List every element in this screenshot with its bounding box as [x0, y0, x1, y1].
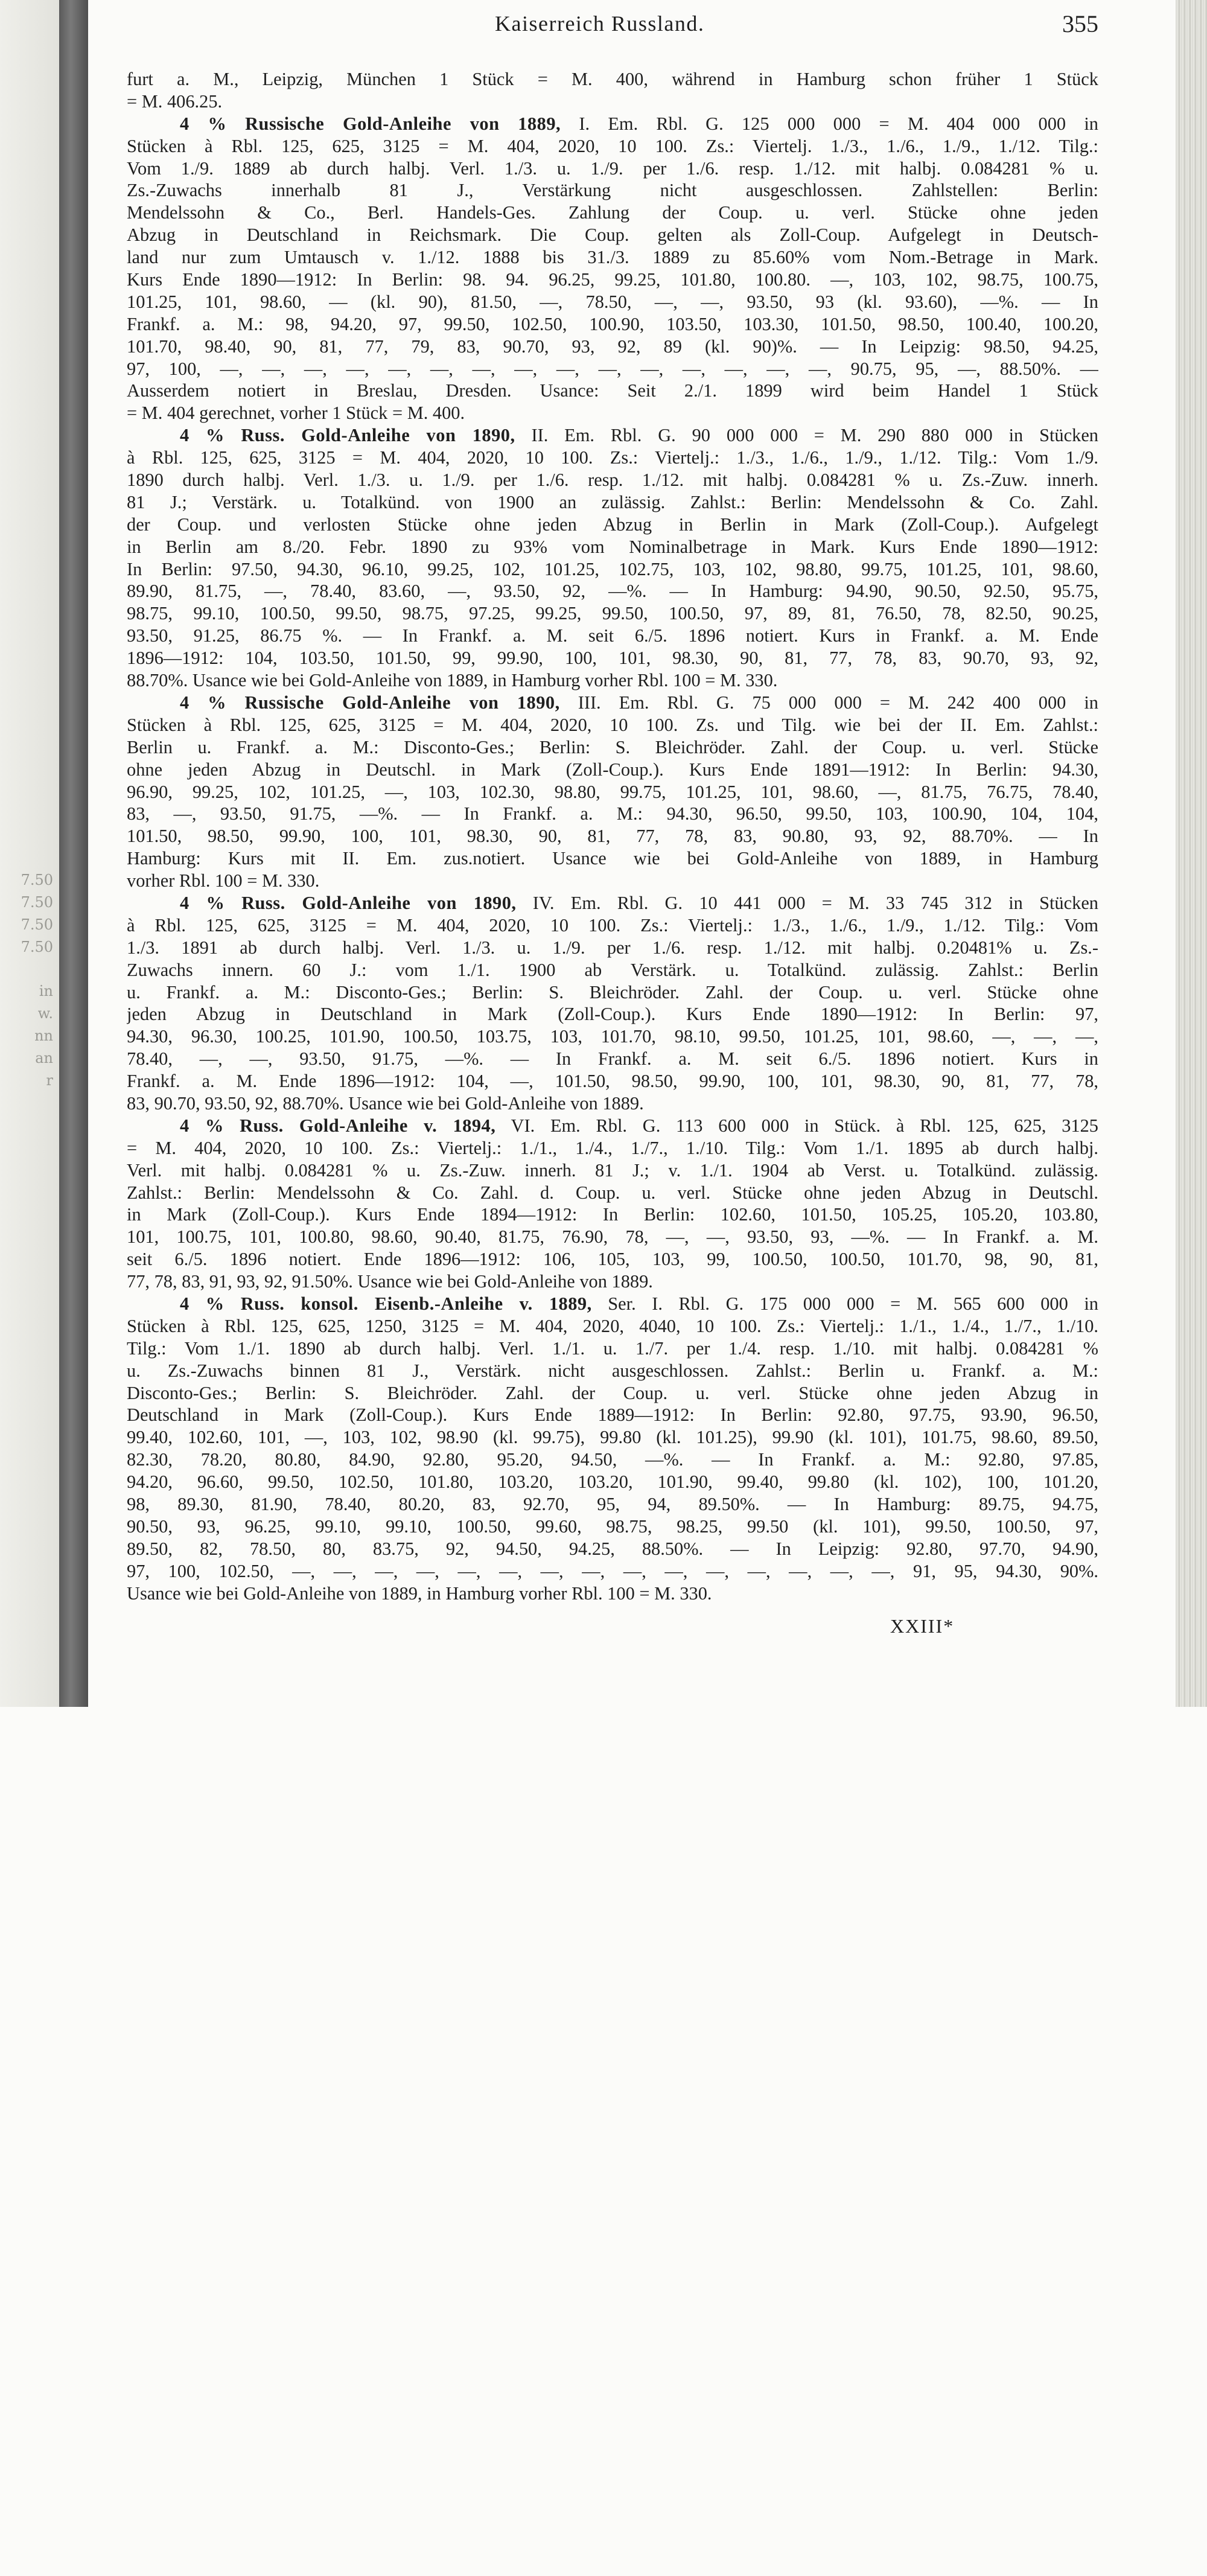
margin-fragment: r: [46, 1072, 53, 1089]
line-text: 99.40, 102.60, 101, —, 103, 102, 98.90 (kl. 99.75), 99.80 (kl. 101.25), 99.90 (kl. 101), 101.75, 98.60, 89.50,: [127, 1427, 1098, 1448]
text-line: [127, 1003, 1098, 1025]
text-line: [127, 291, 1098, 313]
text-line: [127, 1048, 1098, 1070]
line-text: = M. 406.25.: [127, 91, 223, 112]
line-text: Zuwachs innern. 60 J.: vom 1./1. 1900 ab Verstärk. u. Totalkünd. zulässig. Zahlst.: Berlin: [127, 959, 1098, 980]
body-text: [127, 68, 1098, 1604]
line-text: 101, 100.75, 101, 100.80, 98.60, 90.40, 81.75, 76.90, 78, —, —, 93.50, 93, —%. — In Frankf. a. M.: [127, 1226, 1098, 1248]
line-text: in Mark (Zoll-Coup.). Kurs Ende 1894—1912: In Berlin: 102.60, 101.50, 105.25, 105.20, 103.80,: [127, 1204, 1098, 1225]
text-line: [127, 1204, 1098, 1226]
line-text: Zahlst.: Berlin: Mendelssohn & Co. Zahl. d. Coup. u. verl. Stücke ohne jeden Abzug in Deutschl.: [127, 1182, 1098, 1203]
line-text: Berlin u. Frankf. a. M.: Disconto-Ges.; Berlin: S. Bleichröder. Zahl. der Coup. u. verl. Stücke: [127, 736, 1098, 757]
line-text: III. Em. Rbl. G. 75 000 000 = M. 242 400 000 in: [559, 692, 1098, 713]
line-text: = M. 404 gerechnet, vorher 1 Stück = M. 400.: [127, 403, 465, 424]
text-line: [127, 1270, 1098, 1293]
line-text: in Berlin am 8./20. Febr. 1890 zu 93% vom Nominalbetrage in Mark. Kurs Ende 1890—1912:: [127, 536, 1098, 557]
line-text: Ausserdem notiert in Breslau, Dresden. Usance: Seit 2./1. 1899 wird beim Handel 1 Stück: [127, 380, 1098, 401]
line-text: = M. 404, 2020, 10 100. Zs.: Viertelj.: 1./1., 1./4., 1./7., 1./10. Tilg.: Vom 1./1. 1895 ab durch halbj.: [127, 1137, 1098, 1158]
text-line: [127, 1315, 1098, 1337]
line-text: seit 6./5. 1896 notiert. Ende 1896—1912: 106, 105, 103, 99, 100.50, 100.50, 101.70, 98, 90, 81,: [127, 1249, 1098, 1270]
text-line: [127, 269, 1098, 291]
text-line: [127, 914, 1098, 937]
text-line: [127, 246, 1098, 269]
line-text: 101.25, 101, 98.60, — (kl. 90), 81.50, —, 78.50, —, —, 93.50, 93 (kl. 93.60), —%. — In: [127, 291, 1098, 312]
text-line: [127, 1360, 1098, 1382]
line-text: In Berlin: 97.50, 94.30, 96.10, 99.25, 102, 101.25, 102.75, 103, 102, 98.80, 99.75, 101.25, 101, 98.60,: [127, 558, 1098, 579]
text-line: [127, 647, 1098, 669]
line-text: IV. Em. Rbl. G. 10 441 000 = M. 33 745 312 in Stücken: [516, 892, 1098, 913]
text-line: [127, 736, 1098, 759]
text-line: [127, 1226, 1098, 1248]
text-line: [127, 402, 1098, 424]
line-text: à Rbl. 125, 625, 3125 = M. 404, 2020, 10 100. Zs.: Viertelj.: 1./3., 1./6., 1./9., 1./12. Tilg.: Vom 1./9.: [127, 447, 1098, 468]
line-text: 81 J.; Verstärk. u. Totalkünd. von 1900 an zulässig. Zahlst.: Berlin: Mendelssohn & Co. Zahl.: [127, 491, 1098, 512]
bond-title: 4 % Russische Gold-Anleihe von 1890,: [180, 692, 560, 713]
text-line: [127, 669, 1098, 692]
line-text: 89.90, 81.75, —, 78.40, 83.60, —, 93.50, 92, —%. — In Hamburg: 94.90, 90.50, 92.50, 95.75,: [127, 581, 1098, 602]
text-line: [127, 625, 1098, 647]
text-line: [127, 514, 1098, 536]
text-line: [127, 1025, 1098, 1048]
line-text: Stücken à Rbl. 125, 625, 1250, 3125 = M. 404, 2020, 4040, 10 100. Zs.: Viertelj.: 1./1., 1./4., 1./7., 1./10.: [127, 1315, 1098, 1336]
line-text: Frankf. a. M. Ende 1896—1912: 104, —, 101.50, 98.50, 99.90, 100, 101, 98.30, 90, 81, 77, 78,: [127, 1071, 1098, 1092]
line-text: Hamburg: Kurs mit II. Em. zus.notiert. Usance wie bei Gold-Anleihe von 1889, in Hamburg: [127, 848, 1098, 869]
entry-heading-line: [127, 1293, 1098, 1315]
margin-fragment: 7.50: [21, 872, 53, 888]
line-text: 78.40, —, —, 93.50, 91.75, —%. — In Frankf. a. M. seit 6./5. 1896 notiert. Kurs in: [127, 1048, 1098, 1070]
bond-title: 4 % Russ. konsol. Eisenb.-Anleihe v. 1889,: [180, 1293, 592, 1314]
line-text: 97, 100, —, —, —, —, —, —, —, —, —, —, —, —, —, —, —, 90.75, 95, —, 88.50%. —: [127, 358, 1098, 379]
line-text: 88.70%. Usance wie bei Gold-Anleihe von 1889, in Hamburg vorher Rbl. 100 = M. 330.: [127, 670, 778, 691]
text-line: [127, 91, 1098, 113]
line-text: 82.30, 78.20, 80.80, 84.90, 92.80, 95.20, 94.50, —%. — In Frankf. a. M.: 92.80, 97.85,: [127, 1449, 1098, 1470]
margin-fragment: an: [35, 1050, 53, 1067]
text-line: [127, 158, 1098, 180]
entry-heading-line: [127, 113, 1098, 135]
bond-title: 4 % Russ. Gold-Anleihe von 1890,: [180, 425, 515, 446]
text-line: [127, 981, 1098, 1004]
text-line: [127, 1538, 1098, 1560]
line-text: Verl. mit halbj. 0.084281 % u. Zs.-Zuw. innerh. 81 J.; v. 1./1. 1904 ab Verst. u. Totalkünd. zulässig.: [127, 1159, 1098, 1181]
line-text: Stücken à Rbl. 125, 625, 3125 = M. 404, 2020, 10 100. Zs. und Tilg. wie bei der II. Em. Zahlst.:: [127, 714, 1098, 735]
line-text: land nur zum Umtausch v. 1./12. 1888 bis 31./3. 1889 zu 85.60% vom Nom.-Betrage in Mark.: [127, 247, 1098, 268]
running-title: Kaiserreich Russland.: [495, 11, 705, 36]
text-line: [127, 1404, 1098, 1426]
bond-title: 4 % Russ. Gold-Anleihe von 1890,: [180, 892, 517, 913]
text-line: [127, 1070, 1098, 1092]
line-text: 83, 90.70, 93.50, 92, 88.70%. Usance wie bei Gold-Anleihe von 1889.: [127, 1092, 644, 1114]
line-text: Deutschland in Mark (Zoll-Coup.). Kurs Ende 1889—1912: In Berlin: 92.80, 97.75, 93.90, 96.50,: [127, 1404, 1098, 1426]
line-text: Usance wie bei Gold-Anleihe von 1889, in Hamburg vorher Rbl. 100 = M. 330.: [127, 1583, 712, 1604]
margin-fragment: nn: [34, 1027, 53, 1045]
line-text: u. Frankf. a. M.: Disconto-Ges.; Berlin: S. Bleichröder. Zahl. der Coup. u. verl. Stücke ohne: [127, 981, 1098, 1003]
text-line: [127, 937, 1098, 959]
line-text: ohne jeden Abzug in Deutschl. in Mark (Zoll-Coup.). Kurs Ende 1891—1912: In Berlin: 94.30,: [127, 759, 1098, 780]
line-text: II. Em. Rbl. G. 90 000 000 = M. 290 880 000 in Stücken: [515, 425, 1098, 446]
text-line: [127, 959, 1098, 981]
line-text: jeden Abzug in Deutschland in Mark (Zoll-Coup.). Kurs Ende 1890—1912: In Berlin: 97,: [127, 1004, 1098, 1025]
line-text: Zs.-Zuwachs innerhalb 81 J., Verstärkung nicht ausgeschlossen. Zahlstellen: Berlin:: [127, 180, 1098, 201]
text-line: [127, 1583, 1098, 1605]
line-text: 97, 100, 102.50, —, —, —, —, —, —, —, —, —, —, —, —, —, —, —, 91, 95, 94.30, 90%.: [127, 1560, 1098, 1581]
text-line: [127, 1182, 1098, 1204]
text-line: [127, 781, 1098, 803]
text-line: [127, 313, 1098, 336]
text-line: [127, 536, 1098, 558]
text-line: [127, 847, 1098, 870]
line-text: 98, 89.30, 81.90, 78.40, 80.20, 83, 92.70, 95, 94, 89.50%. — In Hamburg: 89.75, 94.75,: [127, 1494, 1098, 1514]
line-text: 101.70, 98.40, 90, 81, 77, 79, 83, 90.70, 93, 92, 89 (kl. 90)%. — In Leipzig: 98.50, 94.25,: [127, 336, 1098, 357]
bond-title: 4 % Russische Gold-Anleihe von 1889,: [180, 113, 561, 134]
text-line: [127, 803, 1098, 825]
line-text: 83, —, 93.50, 91.75, —%. — In Frankf. a. M.: 94.30, 96.50, 99.50, 103, 100.90, 104, 104,: [127, 803, 1098, 824]
text-line: [127, 491, 1098, 514]
text-line: [127, 1337, 1098, 1360]
text-line: [127, 714, 1098, 736]
text-line: [127, 825, 1098, 847]
entry-heading-line: [127, 1115, 1098, 1137]
running-head: [109, 8, 1098, 42]
line-text: I. Em. Rbl. G. 125 000 000 = M. 404 000 000 in: [561, 113, 1098, 134]
line-text: Mendelssohn & Co., Berl. Handels-Ges. Zahlung der Coup. u. verl. Stücke ohne jeden: [127, 202, 1098, 223]
text-line: [127, 602, 1098, 625]
line-text: Ser. I. Rbl. G. 175 000 000 = M. 565 600 000 in: [591, 1293, 1098, 1314]
right-page-edge: [1176, 0, 1207, 1707]
entry-heading-line: [127, 892, 1098, 914]
text-line: [127, 447, 1098, 469]
text-line: [127, 1092, 1098, 1115]
text-line: [127, 380, 1098, 402]
line-text: 96.90, 99.25, 102, 101.25, —, 103, 102.30, 98.80, 99.75, 101.25, 101, 98.60, —, 81.75, 76.75, 78.40,: [127, 781, 1098, 802]
text-line: [127, 1516, 1098, 1538]
line-text: der Coup. und verlosten Stücke ohne jeden Abzug in Berlin in Mark (Zoll-Coup.). Aufgelegt: [127, 514, 1098, 535]
line-text: Abzug in Deutschland in Reichsmark. Die Coup. gelten als Zoll-Coup. Aufgelegt in Deutsch-: [127, 225, 1098, 246]
text-line: [127, 1449, 1098, 1471]
margin-fragment: 7.50: [21, 916, 53, 933]
text-line: [127, 558, 1098, 581]
text-line: [127, 336, 1098, 358]
binding-gutter: [59, 0, 88, 1707]
margin-fragment: 7.50: [21, 938, 53, 955]
text-line: [127, 179, 1098, 202]
line-text: 1890 durch halbj. Verl. 1./3. u. 1./9. per 1./6. resp. 1./12. mit halbj. 0.084281 % u. Zs.-Zuw. innerh.: [127, 470, 1098, 491]
margin-fragment: [0, 958, 59, 981]
text-line: [127, 202, 1098, 224]
line-text: vorher Rbl. 100 = M. 330.: [127, 870, 320, 891]
line-text: 94.20, 96.60, 99.50, 102.50, 101.80, 103.20, 103.20, 101.90, 99.40, 99.80 (kl. 102), 100, 101.20,: [127, 1471, 1098, 1493]
line-text: furt a. M., Leipzig, München 1 Stück = M. 400, während in Hamburg schon früher 1 Stück: [127, 69, 1098, 89]
line-text: 1./3. 1891 ab durch halbj. Verl. 1./3. u. 1./9. per 1./6. resp. 1./12. mit halbj. 0.20481% u. Zs.-: [127, 937, 1098, 958]
line-text: 89.50, 82, 78.50, 80, 83.75, 92, 94.50, 94.25, 88.50%. — In Leipzig: 92.80, 97.70, 94.90,: [127, 1538, 1098, 1559]
margin-fragment: w.: [37, 1005, 53, 1022]
line-text: 94.30, 96.30, 100.25, 101.90, 100.50, 103.75, 103, 101.70, 98.10, 99.50, 101.25, 101, 98.60, —, —, —,: [127, 1026, 1098, 1047]
signature-mark: XXIII*: [890, 1615, 955, 1637]
line-text: à Rbl. 125, 625, 3125 = M. 404, 2020, 10 100. Zs.: Viertelj.: 1./3., 1./6., 1./9., 1./12. Tilg.: Vom: [127, 914, 1098, 936]
line-text: 93.50, 91.25, 86.75 %. — In Frankf. a. M. seit 6./5. 1896 notiert. Kurs in Frankf. a. M. Ende: [127, 625, 1098, 646]
text-line: [127, 870, 1098, 892]
text-line: [127, 68, 1098, 91]
line-text: 90.50, 93, 96.25, 99.10, 99.10, 100.50, 99.60, 98.75, 98.25, 99.50 (kl. 101), 99.50, 100.50, 97,: [127, 1516, 1098, 1537]
line-text: 98.75, 99.10, 100.50, 99.50, 98.75, 97.25, 99.25, 99.50, 100.50, 97, 89, 81, 76.50, 78, 82.50, 90.25,: [127, 603, 1098, 624]
text-line: [127, 1471, 1098, 1493]
text-line: [127, 759, 1098, 781]
line-text: u. Zs.-Zuwachs binnen 81 J., Verstärk. nicht ausgeschlossen. Zahlst.: Berlin u. Frankf. a. M.:: [127, 1360, 1098, 1381]
line-text: Vom 1./9. 1889 ab durch halbj. Verl. 1./3. u. 1./9. per 1./6. resp. 1./12. mit halbj. 0.084281 % u.: [127, 158, 1098, 179]
line-text: Tilg.: Vom 1./1. 1890 ab durch halbj. Verl. 1./1. u. 1./7. per 1./4. resp. 1./10. mit halbj. 0.084281 %: [127, 1337, 1098, 1359]
line-text: 101.50, 98.50, 99.90, 100, 101, 98.30, 90, 81, 77, 78, 83, 90.80, 93, 92, 88.70%. — In: [127, 826, 1098, 847]
text-line: [127, 135, 1098, 158]
text-line: [127, 358, 1098, 380]
entry-heading-line: [127, 692, 1098, 714]
text-line: [127, 1493, 1098, 1516]
margin-fragment: 7.50: [21, 893, 53, 911]
text-line: [127, 1560, 1098, 1583]
text-line: [127, 580, 1098, 602]
page-number: 355: [1062, 10, 1098, 37]
line-text: Disconto-Ges.; Berlin: S. Bleichröder. Zahl. der Coup. u. verl. Stücke ohne jeden Abzug in: [127, 1382, 1098, 1403]
text-line: [127, 224, 1098, 246]
line-text: 1896—1912: 104, 103.50, 101.50, 99, 99.90, 100, 101, 98.30, 90, 81, 77, 78, 83, 90.70, 93, 92,: [127, 648, 1098, 669]
line-text: Stücken à Rbl. 125, 625, 3125 = M. 404, 2020, 10 100. Zs.: Viertelj. 1./3., 1./6., 1./9., 1./12. Tilg.:: [127, 135, 1098, 156]
facing-page-bleed: [0, 0, 59, 2576]
bond-title: 4 % Russ. Gold-Anleihe v. 1894,: [180, 1115, 496, 1136]
line-text: VI. Em. Rbl. G. 113 600 000 in Stück. à Rbl. 125, 625, 3125: [495, 1115, 1098, 1136]
text-line: [127, 1382, 1098, 1404]
text-line: [127, 1426, 1098, 1449]
line-text: 77, 78, 83, 91, 93, 92, 91.50%. Usance wie bei Gold-Anleihe von 1889.: [127, 1271, 653, 1292]
text-line: [127, 1159, 1098, 1182]
line-text: Frankf. a. M.: 98, 94.20, 97, 99.50, 102.50, 100.90, 103.50, 103.30, 101.50, 98.50, 100.40, 100.20,: [127, 313, 1098, 334]
text-line: [127, 469, 1098, 491]
text-line: [127, 1248, 1098, 1270]
margin-fragment: in: [39, 983, 53, 1000]
text-line: [127, 1137, 1098, 1159]
line-text: Kurs Ende 1890—1912: In Berlin: 98. 94. 96.25, 99.25, 101.80, 100.80. —, 103, 102, 98.75, 100.75,: [127, 269, 1098, 290]
entry-heading-line: [127, 424, 1098, 447]
